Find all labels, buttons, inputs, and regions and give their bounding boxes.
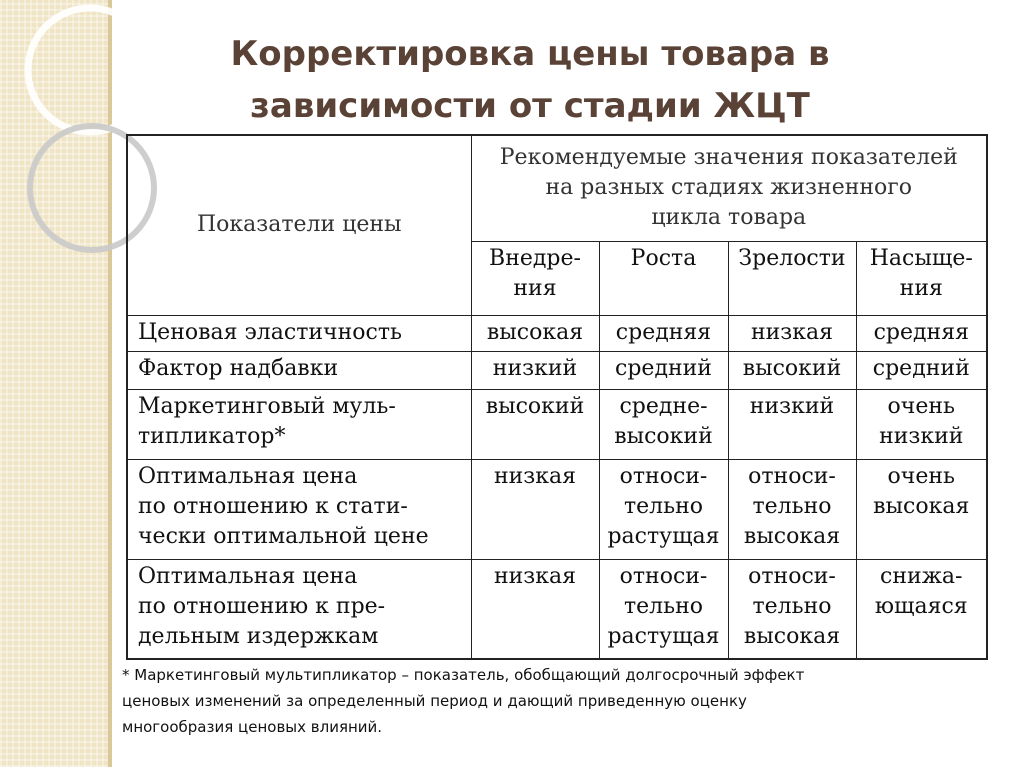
stage-header-saturation: Насыще- ния	[856, 241, 987, 315]
table-row	[127, 389, 987, 459]
stage-header-maturity: Зрелости	[728, 241, 856, 315]
footnote: * Маркетинговый мультипликатор – показатель, обобщающий долгосрочный эффект ценовых изменений за определенный период и дающий приведенную оценку многообразия ценовых влияний.	[122, 666, 805, 736]
table-cell: средний	[599, 351, 728, 389]
table-cell: средняя	[856, 315, 987, 351]
table-cell: низкая	[471, 459, 599, 559]
table-cell: низкая	[728, 315, 856, 351]
row-label: Оптимальная цена по отношению к пре- дельным издержкам	[127, 559, 471, 659]
table-cell: относи- тельно высокая	[728, 459, 856, 559]
table-cell: низкий	[471, 351, 599, 389]
table-cell: относи- тельно растущая	[599, 459, 728, 559]
row-label: Ценовая эластичность	[127, 315, 471, 351]
table-cell: высокий	[471, 389, 599, 459]
row-label: Фактор надбавки	[127, 351, 471, 389]
table-row	[127, 315, 987, 351]
header-price-indicators: Показатели цены	[127, 135, 471, 315]
row-label: Оптимальная цена по отношению к стати- чески оптимальной цене	[127, 459, 471, 559]
table-cell: очень низкий	[856, 389, 987, 459]
table-cell: низкий	[728, 389, 856, 459]
page-title: Корректировка цены товара в зависимости от стадии ЖЦТ	[230, 34, 830, 126]
table-cell: низкая	[471, 559, 599, 659]
table-row	[127, 351, 987, 389]
table-cell: высокий	[728, 351, 856, 389]
stage-header-introduction: Внедре- ния	[471, 241, 599, 315]
price-table	[126, 134, 988, 660]
row-label: Маркетинговый муль- типликатор*	[127, 389, 471, 459]
table-cell: средний	[856, 351, 987, 389]
stage-header-growth: Роста	[599, 241, 728, 315]
table-cell: относи- тельно растущая	[599, 559, 728, 659]
table-cell: средне- высокий	[599, 389, 728, 459]
header-recommended-values: Рекомендуемые значения показателей на разных стадиях жизненного цикла товара	[471, 135, 987, 241]
table-row	[127, 559, 987, 659]
table-row	[127, 459, 987, 559]
table-cell: высокая	[471, 315, 599, 351]
table-cell: средняя	[599, 315, 728, 351]
table-cell: снижа- ющаяся	[856, 559, 987, 659]
table-cell: относи- тельно высокая	[728, 559, 856, 659]
table-cell: очень высокая	[856, 459, 987, 559]
